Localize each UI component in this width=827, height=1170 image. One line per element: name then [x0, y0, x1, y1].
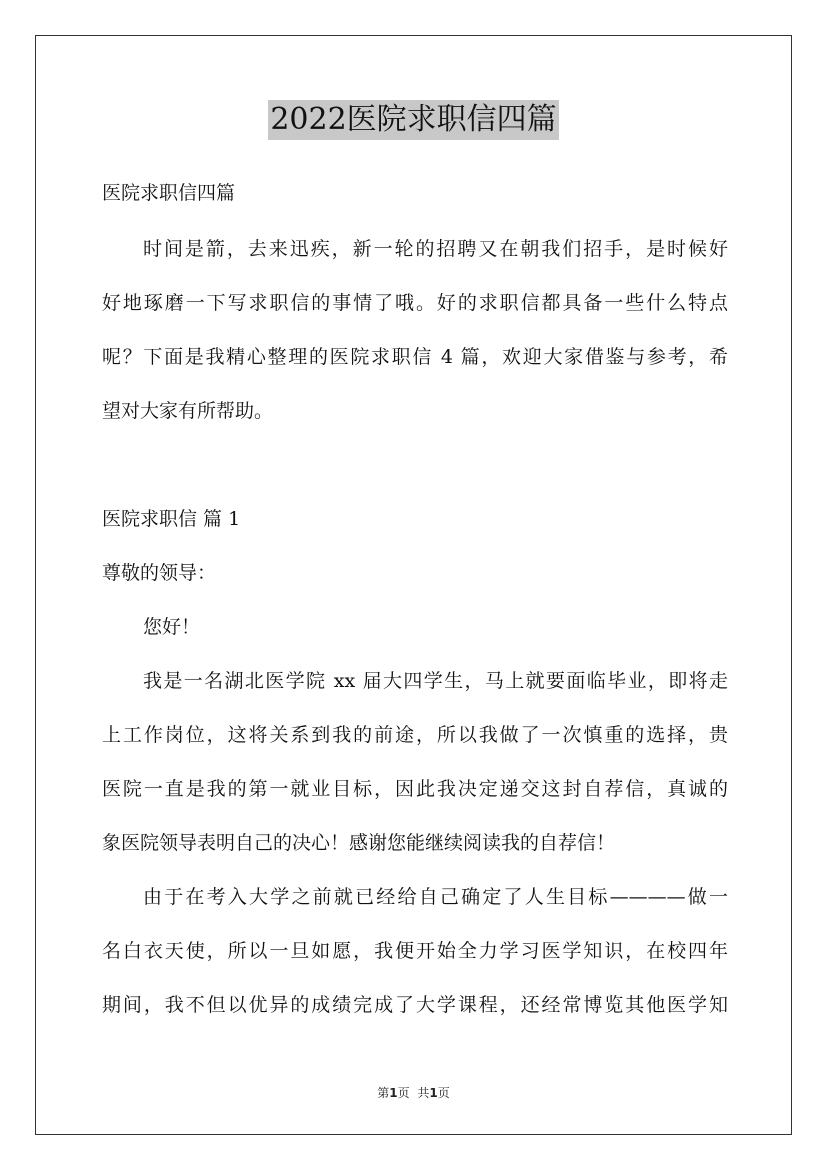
intro-line: 望对大家有所帮助。	[102, 400, 274, 422]
salutation: 尊敬的领导：	[102, 562, 217, 584]
body-line: 医院一直是我的第一就业目标，因此我决定递交这封自荐信，真诚的	[102, 778, 728, 800]
intro-line: 好地琢磨一下写求职信的事情了哦。好的求职信都具备一些什么特点	[102, 292, 728, 314]
page-prefix: 第	[377, 1086, 390, 1100]
body-line: 上工作岗位，这将关系到我的前途，所以我做了一次慎重的选择，贵	[102, 724, 728, 746]
page-footer	[0, 1085, 827, 1101]
body-line: 象医院领导表明自己的决心！感谢您能继续阅读我的自荐信！	[102, 832, 616, 854]
total-suffix: 页	[437, 1086, 450, 1100]
greeting: 您好！	[143, 616, 201, 638]
body-line: 我是一名湖北医学院 xx 届大四学生，马上就要面临毕业，即将走	[143, 670, 728, 692]
intro-line: 呢？下面是我精心整理的医院求职信 4 篇，欢迎大家借鉴与参考，希	[102, 346, 728, 368]
page-number: 1	[389, 1086, 398, 1100]
intro-line: 时间是箭，去来迅疾，新一轮的招聘又在朝我们招手，是时候好	[143, 238, 728, 260]
page-suffix: 页	[397, 1086, 410, 1100]
total-pages: 1	[429, 1086, 438, 1100]
body-line: 由于在考入大学之前就已经给自己确定了人生目标————做一	[143, 886, 728, 908]
document-title: 2022医院求职信四篇	[268, 100, 558, 140]
body-line: 期间，我不但以优异的成绩完成了大学课程，还经常博览其他医学知	[102, 994, 728, 1016]
title-container	[0, 100, 827, 140]
section-heading: 医院求职信 篇 1	[102, 508, 241, 530]
document-subtitle: 医院求职信四篇	[102, 182, 236, 204]
total-prefix: 共	[417, 1086, 430, 1100]
body-line: 名白衣天使，所以一旦如愿，我便开始全力学习医学知识，在校四年	[102, 940, 728, 962]
